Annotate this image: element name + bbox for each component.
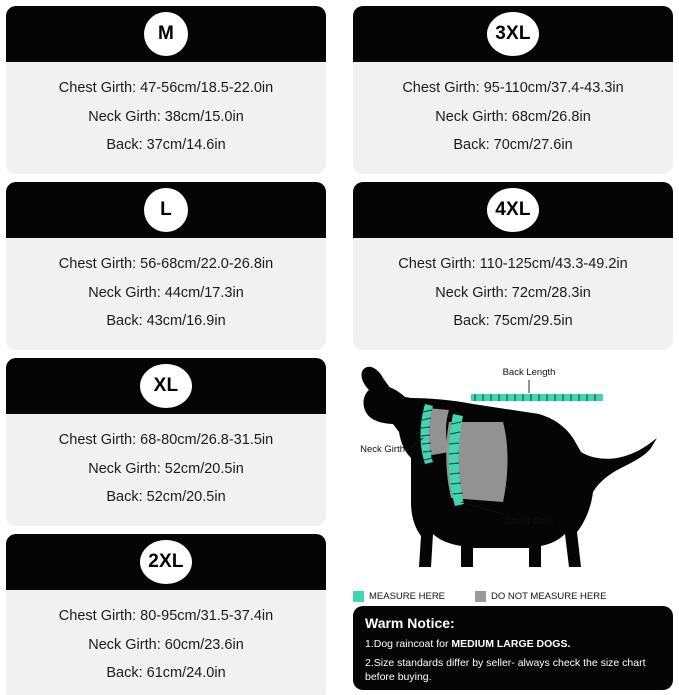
size-card-body: [6, 62, 326, 174]
notice-item1-bold: MEDIUM LARGE DOGS.: [451, 638, 571, 650]
back-length-line: Back: 37cm/14.6in: [106, 137, 226, 153]
legend-measure-label: MEASURE HERE: [369, 590, 446, 602]
size-card-xl: [6, 358, 326, 526]
size-card-m: [6, 6, 326, 174]
back-length-line: Back: 70cm/27.6in: [453, 137, 573, 153]
neck-girth-label: Neck Girth: [360, 444, 405, 455]
dog-diagram-svg: [353, 352, 673, 592]
size-card-2xl: [6, 534, 326, 695]
chest-girth-line: Chest Girth: 110-125cm/43.3-49.2in: [398, 256, 628, 272]
size-card-header: [353, 6, 673, 62]
size-card-header: [6, 534, 326, 590]
chest-girth-line: Chest Girth: 80-95cm/31.5-37.4in: [58, 608, 274, 624]
size-card-l: [6, 182, 326, 350]
neck-girth-line: Neck Girth: 44cm/17.3in: [88, 284, 244, 301]
warm-notice-panel: [353, 606, 673, 690]
notice-item1-prefix: 1.Dog raincoat for: [365, 638, 452, 650]
legend-no-measure-label: DO NOT MEASURE HERE: [491, 590, 607, 602]
size-badge: 2XL: [140, 540, 192, 584]
size-card-header: [6, 6, 326, 62]
size-card-header: [353, 182, 673, 238]
neck-girth-line: Neck Girth: 72cm/28.3in: [435, 284, 591, 301]
back-length-label: Back Length: [502, 367, 556, 378]
back-length-line: Back: 61cm/24.0in: [106, 665, 226, 681]
neck-girth-line: Neck Girth: 60cm/23.6in: [88, 636, 244, 653]
no-measure-swatch-icon: [475, 591, 486, 602]
size-card-body: [6, 414, 326, 526]
back-length-line: Back: 43cm/16.9in: [106, 313, 226, 329]
notice-item2-prefix: 2.Size standards differ by seller- always check the size chart: [365, 656, 646, 669]
warm-notice-item-2: [365, 657, 661, 685]
chest-girth-line: Chest Girth: 95-110cm/37.4-43.3in: [402, 80, 624, 96]
legend-do-not-measure-here: [475, 591, 606, 602]
size-badge: XL: [140, 364, 192, 408]
size-card-4xl: [353, 182, 673, 350]
chest-girth-label: Chest Grith: [505, 516, 554, 527]
neck-girth-line: Neck Girth: 52cm/20.5in: [88, 460, 244, 477]
back-length-line: Back: 75cm/29.5in: [453, 313, 573, 329]
warm-notice-title: Warm Notice:: [365, 615, 455, 631]
size-badge: L: [144, 188, 188, 232]
dog-measurement-diagram: [353, 352, 673, 592]
warm-notice-item-1: [365, 638, 661, 652]
size-card-body: [353, 62, 673, 174]
chest-girth-line: Chest Girth: 56-68cm/22.0-26.8in: [58, 256, 274, 272]
size-card-body: [6, 590, 326, 695]
size-card-body: [353, 238, 673, 350]
size-card-3xl: [353, 6, 673, 174]
size-card-body: [6, 238, 326, 350]
back-length-tape-icon: [471, 394, 603, 401]
legend-measure-here: [353, 591, 445, 602]
chest-girth-line: Chest Girth: 47-56cm/18.5-22.0in: [58, 80, 274, 96]
neck-girth-line: Neck Girth: 38cm/15.0in: [88, 108, 244, 125]
neck-girth-line: Neck Girth: 68cm/26.8in: [435, 108, 591, 125]
size-badge: 4XL: [487, 188, 539, 232]
size-badge: M: [144, 12, 188, 56]
back-length-line: Back: 52cm/20.5in: [106, 489, 226, 505]
size-card-header: [6, 182, 326, 238]
notice-item2-rest: before buying.: [365, 670, 432, 683]
diagram-legend: [353, 586, 673, 606]
size-badge: 3XL: [487, 12, 539, 56]
measure-swatch-icon: [353, 591, 364, 602]
chest-girth-line: Chest Girth: 68-80cm/26.8-31.5in: [58, 432, 274, 448]
size-card-header: [6, 358, 326, 414]
